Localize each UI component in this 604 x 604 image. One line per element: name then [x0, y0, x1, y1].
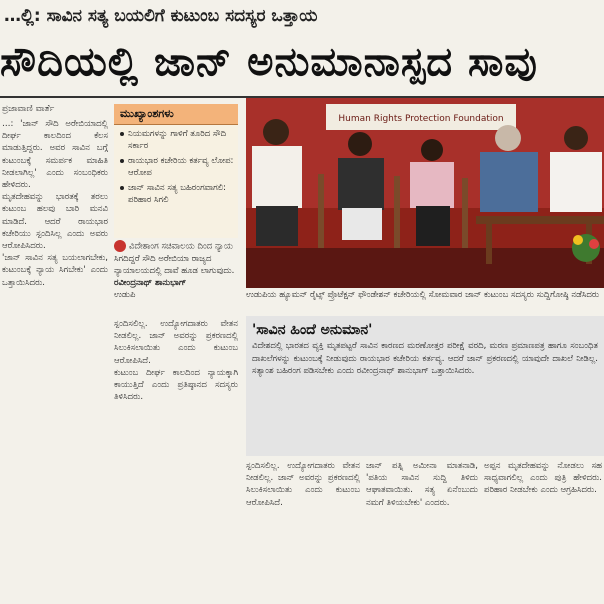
quote-icon	[114, 240, 126, 252]
paragraph: ಸ್ಪಂದಿಸಲಿಲ್ಲ. ಉದ್ಯೋಗದಾತರು ವೇತನ ನೀಡಲಿಲ್ಲ. ಜಾನ್ ಅವರನ್ನು ಪ್ರಕರಣದಲ್ಲಿ ಸಿಲುಕಿಸಲಾಯಿತು ಎಂದು ಕುಟುಂಬ ಆರೋಪಿಸಿದೆ.	[246, 461, 360, 508]
highlight-item: ಜಾನ್ ಸಾವಿನ ಸತ್ಯ ಬಹಿರಂಗವಾಗಲಿ: ಪರಿಹಾರ ಸಿಗಲಿ	[120, 183, 236, 206]
left-article-column	[2, 118, 108, 604]
paragraph: ಅಪ್ಪನ ಮೃತದೇಹವನ್ನು ನೋಡಲು ಸಹ ಸಾಧ್ಯವಾಗಲಿಲ್ಲ ಎಂದು ಪುತ್ರಿ ಹೇಳಿದರು. ಪರಿಹಾರ ನೀಡಬೇಕು ಎಂದು ಆಗ್ರಹಿಸಿದರು.	[484, 461, 602, 496]
byline: ಪ್ರಜಾವಾಣಿ ವಾರ್ತೆ	[2, 104, 55, 114]
highlights-title: ಮುಖ್ಯಾಂಶಗಳು	[114, 104, 238, 125]
paragraph: ಕುಟುಂಬ ದೀರ್ಘ ಕಾಲದಿಂದ ನ್ಯಾಯಕ್ಕಾಗಿ ಕಾಯುತ್ತಿದೆ ಎಂದು ಪ್ರತಿಷ್ಠಾನದ ಸದಸ್ಯರು ತಿಳಿಸಿದರು.	[114, 367, 238, 403]
quote-author-place: ಉಡುಪಿ	[114, 289, 136, 300]
quote-author: ರವೀಂದ್ರನಾಥ್ ಶಾನುಭಾಗ್	[114, 277, 187, 288]
photo-illustration	[246, 98, 604, 288]
sidebar-story-title: 'ಸಾವಿನ ಹಿಂದೆ ಅನುಮಾನ'	[252, 322, 373, 338]
highlights-box	[114, 104, 238, 238]
quote-text: ವಿದೇಶಾಂಗ ಸಚಿವಾಲಯ ದಿಂದ ನ್ಯಾಯ ಸಿಗದಿದ್ದರೆ ಸೌದಿ ಅರೇಬಿಯಾ ರಾಜ್ಯದ ನ್ಯಾಯಾಲಯದಲ್ಲಿ ದಾವೆ ಹೂಡ ಲಾಗುವುದು.	[114, 241, 235, 276]
paragraph: ಸ್ಪಂದಿಸಲಿಲ್ಲ. ಉದ್ಯೋಗದಾತರು ವೇತನ ನೀಡಲಿಲ್ಲ. ಜಾನ್ ಅವರನ್ನು ಪ್ರಕರಣದಲ್ಲಿ ಸಿಲುಕಿಸಲಾಯಿತು ಎಂದು ಕುಟುಂಬ ಆರೋಪಿಸಿದೆ.	[114, 319, 238, 366]
bottom-column-3	[484, 460, 602, 604]
paragraph: ಜಾನ್ ಪತ್ನಿ ಅಮೀನಾ ಮಾತನಾಡಿ, 'ಪತಿಯ ಸಾವಿನ ಸುದ್ದಿ ತಿಳಿದು ಆಘಾತವಾಯಿತು. ಸತ್ಯ ಏನೆಂಬುದು ನಮಗೆ ತಿಳಿಯಬೇಕು' ಎಂದರು.	[366, 461, 478, 508]
photo-caption: ಉಡುಪಿಯ ಹ್ಯೂಮನ್ ರೈಟ್ಸ್ ಪ್ರೊಟೆಕ್ಷನ್ ಫೌಂಡೇಶನ್ ಕಚೇರಿಯಲ್ಲಿ ಸೋಮವಾರ ಜಾನ್ ಕುಟುಂಬ ಸದಸ್ಯರು ಸುದ್ದಿಗೋಷ್ಠಿ ನಡೆಸಿದರು	[246, 290, 600, 300]
paragraph: …: 'ಜಾನ್ ಸೌದಿ ಅರೇಬಿಯಾದಲ್ಲಿ ದೀರ್ಘ ಕಾಲದಿಂದ ಕೆಲಸ ಮಾಡುತ್ತಿದ್ದರು. ಅವರ ಸಾವಿನ ಬಗ್ಗೆ ಕುಟುಂಬಕ್ಕೆ ಸಮರ್ಪಕ ಮಾಹಿತಿ ನೀಡಲಾಗಿಲ್ಲ' ಎಂದು ಸಂಬಂಧಿಕರು ಹೇಳಿದರು.	[2, 119, 108, 191]
bottom-column-1	[246, 460, 360, 604]
headline: ಸೌದಿಯಲ್ಲಿ ಜಾನ್ ಅನುಮಾನಾಸ್ಪದ ಸಾವು	[0, 39, 538, 85]
middle-article-column	[114, 318, 238, 604]
highlight-item: ರಾಯಭಾರ ಕಚೇರಿಯ ಕರ್ತವ್ಯ ಲೋಪ: ಆರೋಪ	[120, 156, 236, 179]
paragraph: 'ಜಾನ್ ಸಾವಿನ ಸತ್ಯ ಬಯಲಾಗಬೇಕು, ಕುಟುಂಬಕ್ಕೆ ನ್ಯಾಯ ಸಿಗಬೇಕು' ಎಂದು ಒತ್ತಾಯಿಸಿದರು.	[2, 253, 108, 288]
paragraph: ಮೃತದೇಹವನ್ನು ಭಾರತಕ್ಕೆ ತರಲು ಕುಟುಂಬ ಹಲವು ಬಾರಿ ಮನವಿ ಮಾಡಿದೆ. ಆದರೆ ರಾಯಭಾರ ಕಚೇರಿಯು ಸ್ಪಂದಿಸಿಲ್ಲ ಎಂದು ಅವರು ಆರೋಪಿಸಿದರು.	[2, 192, 108, 252]
highlight-item: ನಿಯಮಗಳನ್ನು ಗಾಳಿಗೆ ತೂರಿದ ಸೌದಿ ಸರ್ಕಾರ	[120, 129, 236, 152]
sidebar-story-text: ವಿದೇಶದಲ್ಲಿ ಭಾರತದ ವ್ಯಕ್ತಿ ಮೃತಪಟ್ಟರೆ ಸಾವಿನ ಕಾರಣದ ಮರಣೋತ್ತರ ಪರೀಕ್ಷೆ ವರದಿ, ಮರಣ ಪ್ರಮಾಣಪತ್ರ ಹಾಗೂ ಸಂಬಂಧಿತ ದಾಖಲೆಗಳನ್ನು ಕುಟುಂಬಕ್ಕೆ ನೀಡುವುದು ರಾಯಭಾರ ಕಚೇರಿಯ ಕರ್ತವ್ಯ. ಆದರೆ ಜಾನ್ ಪ್ರಕರಣದಲ್ಲಿ ಯಾವುದೇ ದಾಖಲೆ ನೀಡಿಲ್ಲ. ಸತ್ಯಾಂಶ ಬಹಿರಂಗ ಪಡಿಸಬೇಕು ಎಂದು ರವೀಂದ್ರನಾಥ್ ಶಾನುಭಾಗ್ ಒತ್ತಾಯಿಸಿದರು.	[252, 341, 598, 376]
kicker-line: …ಲ್ಲಿ: ಸಾವಿನ ಸತ್ಯ ಬಯಲಿಗೆ ಕುಟುಂಬ ಸದಸ್ಯರ ಒತ್ತಾಯ	[4, 6, 318, 26]
highlights-list	[114, 129, 238, 206]
pull-quote	[114, 240, 238, 312]
press-conference-photo	[246, 98, 604, 288]
sidebar-story	[246, 316, 604, 456]
banner-text: Human Rights Protection Foundation	[338, 114, 504, 124]
bottom-column-2	[366, 460, 478, 604]
